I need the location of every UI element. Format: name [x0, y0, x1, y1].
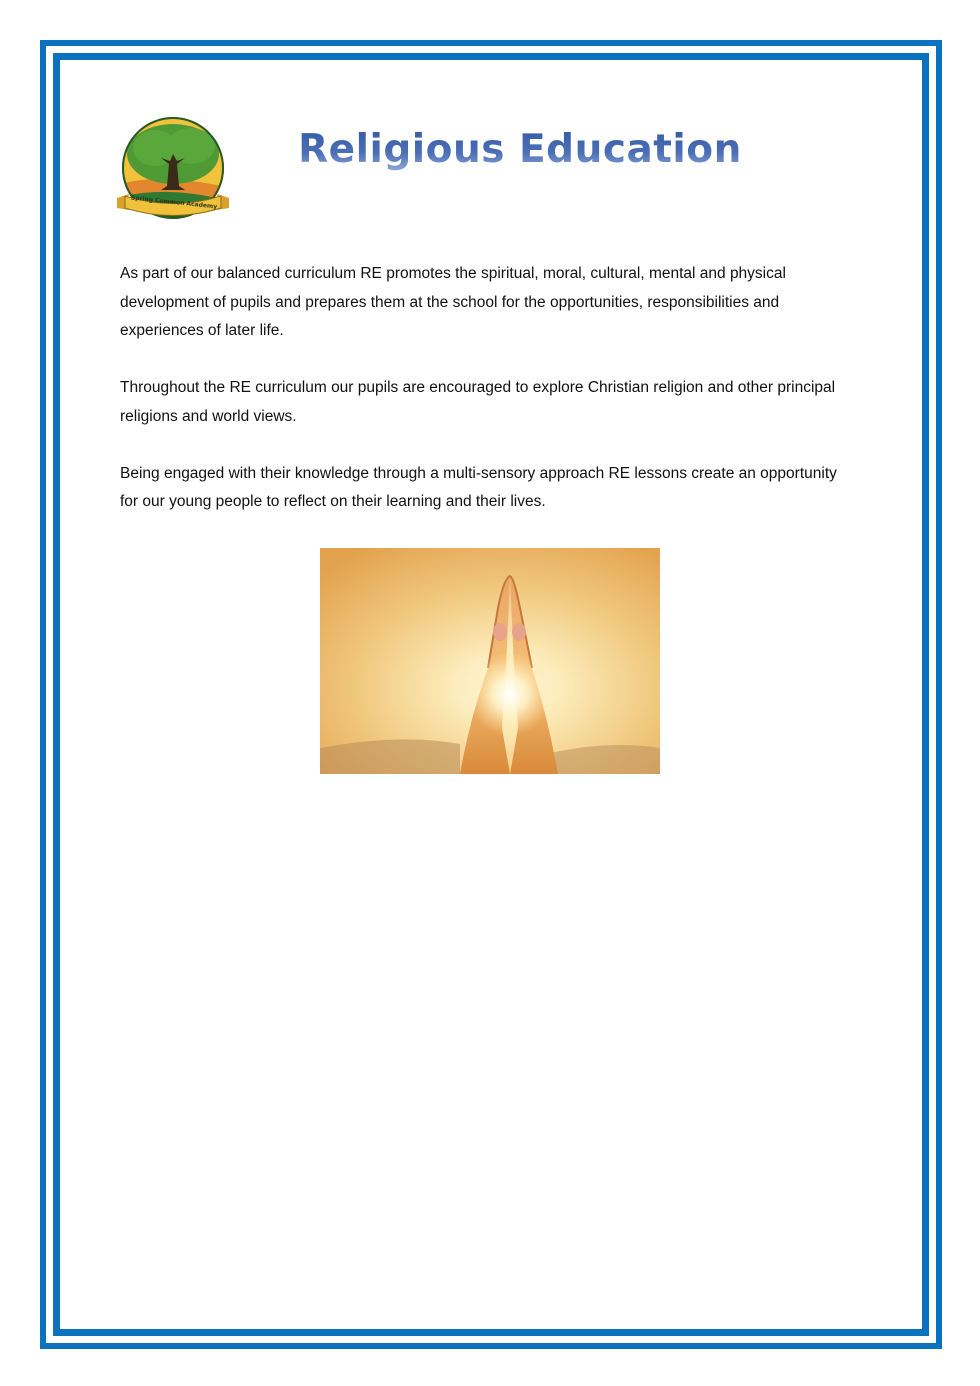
paragraph-2: Throughout the RE curriculum our pupils are encouraged to explore Christian religion and other principal religions and world views. — [120, 379, 836, 425]
praying-hands-image — [320, 548, 660, 774]
praying-hands-icon — [320, 548, 660, 774]
body-text — [120, 260, 850, 545]
paragraph-3: Being engaged with their knowledge through a multi-sensory approach RE lessons create an opportunity for our young people to reflect on their learning and their lives. — [120, 464, 837, 510]
school-logo — [115, 116, 231, 224]
paragraph-1: As part of our balanced curriculum RE promotes the spiritual, moral, cultural, mental and physical development of pupils and prepares them at the school for the opportunities, responsibilities and experiences of later life. — [120, 265, 786, 339]
logo-banner-text: Spring Common Academy — [130, 194, 218, 211]
page-title: Religious Education — [280, 122, 760, 178]
